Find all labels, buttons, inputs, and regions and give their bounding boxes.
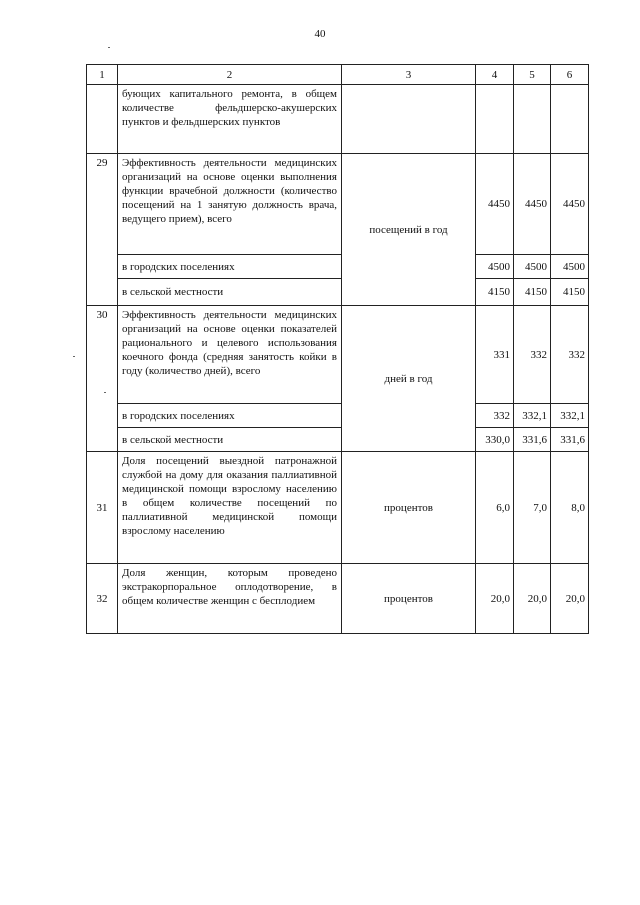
indicator-text: бующих капитального ремонта, в общем количестве фельдшерско-акушерских пунктов и фельдшерских пунктов	[118, 85, 342, 154]
table-row	[87, 404, 589, 428]
value-cell: 20,0	[514, 564, 551, 634]
table-row	[87, 564, 589, 634]
column-header: 6	[551, 65, 589, 85]
column-header: 5	[514, 65, 551, 85]
table-row	[87, 306, 589, 404]
row-number: 31	[87, 452, 118, 564]
table-header-row	[87, 65, 589, 85]
column-header: 3	[342, 65, 476, 85]
row-number: 29	[87, 154, 118, 306]
value-cell: 4500	[551, 255, 589, 279]
scan-speck	[108, 47, 110, 48]
column-header: 1	[87, 65, 118, 85]
value-cell: 4150	[476, 279, 514, 306]
value-cell: 332	[514, 306, 551, 404]
table-row	[87, 452, 589, 564]
subindicator-text: в сельской местности	[118, 279, 342, 306]
indicator-text: Доля посещений выездной патронажной службой на дому для оказания паллиативной медицинской помощи взрослому населению в общем количестве посещений по паллиативной медицинской помощи взрослому населению	[118, 452, 342, 564]
table-row	[87, 154, 589, 255]
page-number: 40	[314, 28, 326, 40]
value-cell	[476, 85, 514, 154]
unit-cell: посещений в год	[342, 154, 476, 306]
value-cell	[514, 85, 551, 154]
table-row	[87, 85, 589, 154]
indicator-text: Доля женщин, которым проведено экстракорпоральное оплодотворение, в общем количестве женщин с бесплодием	[118, 564, 342, 634]
value-cell: 7,0	[514, 452, 551, 564]
value-cell: 4450	[551, 154, 589, 255]
value-cell: 332	[551, 306, 589, 404]
value-cell: 332	[476, 404, 514, 428]
column-header: 2	[118, 65, 342, 85]
unit-cell	[342, 85, 476, 154]
row-number: 32	[87, 564, 118, 634]
row-number: 30	[87, 306, 118, 452]
value-cell	[551, 85, 589, 154]
table-row	[87, 279, 589, 306]
subindicator-text: в сельской местности	[118, 428, 342, 452]
table-row	[87, 255, 589, 279]
value-cell: 4450	[514, 154, 551, 255]
value-cell: 331,6	[514, 428, 551, 452]
indicator-text: Эффективность деятельности медицинских организаций на основе оценки показателей рационального и целевого использования коечного фонда (средняя занятость койки в году (количество дней), всего	[118, 306, 342, 404]
value-cell: 20,0	[476, 564, 514, 634]
value-cell: 4500	[514, 255, 551, 279]
value-cell: 8,0	[551, 452, 589, 564]
value-cell: 4150	[514, 279, 551, 306]
row-number	[87, 85, 118, 154]
value-cell: 4500	[476, 255, 514, 279]
scan-speck	[73, 356, 75, 357]
value-cell: 332,1	[551, 404, 589, 428]
indicator-text: Эффективность деятельности медицинских организаций на основе оценки выполнения функции врачебной должности (количество посещений на 1 занятую должность врача, ведущего прием), всего	[118, 154, 342, 255]
unit-cell: процентов	[342, 564, 476, 634]
table-row	[87, 428, 589, 452]
subindicator-text: в городских поселениях	[118, 255, 342, 279]
column-header: 4	[476, 65, 514, 85]
value-cell: 20,0	[551, 564, 589, 634]
value-cell: 330,0	[476, 428, 514, 452]
value-cell: 331	[476, 306, 514, 404]
indicators-table	[86, 64, 589, 634]
unit-cell: процентов	[342, 452, 476, 564]
subindicator-text: в городских поселениях	[118, 404, 342, 428]
unit-cell: дней в год	[342, 306, 476, 452]
value-cell: 4450	[476, 154, 514, 255]
value-cell: 4150	[551, 279, 589, 306]
value-cell: 332,1	[514, 404, 551, 428]
value-cell: 331,6	[551, 428, 589, 452]
value-cell: 6,0	[476, 452, 514, 564]
